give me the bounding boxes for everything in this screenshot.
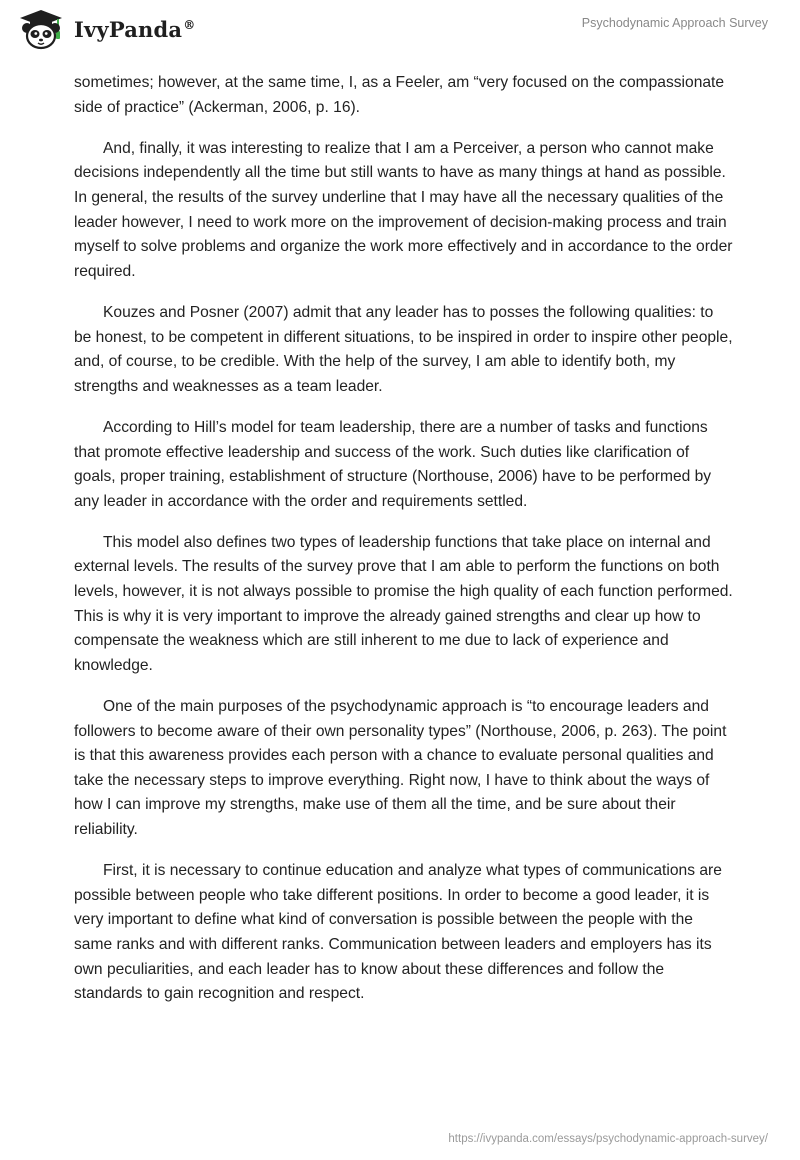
paragraph: One of the main purposes of the psychodynamic approach is “to encourage leaders and followers to become aware of their own personality types” (Northouse, 2006, p. 263). The point is that this awareness provides each person with a chance to evaluate personal qualities and take the necessary steps to improve everything. Right now, I have to think about the ways of how I can improve my strengths, make use of them all the time, and be sure about their reliability.: [74, 698, 727, 838]
panda-graduate-icon: [16, 8, 66, 50]
document-title: Psychodynamic Approach Survey: [581, 16, 768, 30]
paragraph: And, finally, it was interesting to realize that I am a Perceiver, a person who cannot make decisions independently all the time but still wants to have as many things at hand as possible. In general, the results of the survey underline that I may have all the necessary qualities of the leader however, I need to work more on the improvement of decision-making process and train myself to solve problems and organize the work more effectively and in accordance to the order required.: [74, 139, 733, 280]
paragraph: Kouzes and Posner (2007) admit that any leader has to posses the following qualities: to be honest, to be competent in different situations, to be inspired in order to inspire other people, and, of course, to be credible. With the help of the survey, I am able to identify both, my strengths and weaknesses as a team leader.: [74, 303, 733, 395]
paragraph: First, it is necessary to continue education and analyze what types of communications are possible between people who take different positions. In order to become a good leader, it is very important to define what kind of conversation is possible between the people with the same ranks and with different ranks. Communication between leaders and employers has its own peculiarities, and each leader has to know about these differences and follow the standards to gain recognition and respect.: [74, 862, 722, 1003]
brand-name: IvyPanda®: [74, 16, 196, 42]
page-header: [0, 0, 800, 70]
source-url[interactable]: https://ivypanda.com/essays/psychodynamic-approach-survey/: [448, 1133, 768, 1145]
paragraph: This model also defines two types of leadership functions that take place on internal and external levels. The results of the survey prove that I am able to perform the functions on both levels, however, it is not always possible to promise the high quality of each function performed. This is why it is very important to improve the already gained strengths and clear up how to compensate the weakness which are still inherent to me due to lack of experience and knowledge.: [74, 533, 733, 674]
logo[interactable]: [16, 8, 195, 50]
paragraph: According to Hill’s model for team leadership, there are a number of tasks and functions that promote effective leadership and success of the work. Such duties like clarification of goals, proper training, establishment of structure (Northouse, 2006) have to be performed by any leader in accordance with the order and requirements settled.: [74, 418, 712, 510]
essay-body: [74, 71, 734, 1023]
paragraph: sometimes; however, at the same time, I, as a Feeler, am “very focused on the compassionate side of practice” (Ackerman, 2006, p. 16).: [74, 74, 725, 116]
